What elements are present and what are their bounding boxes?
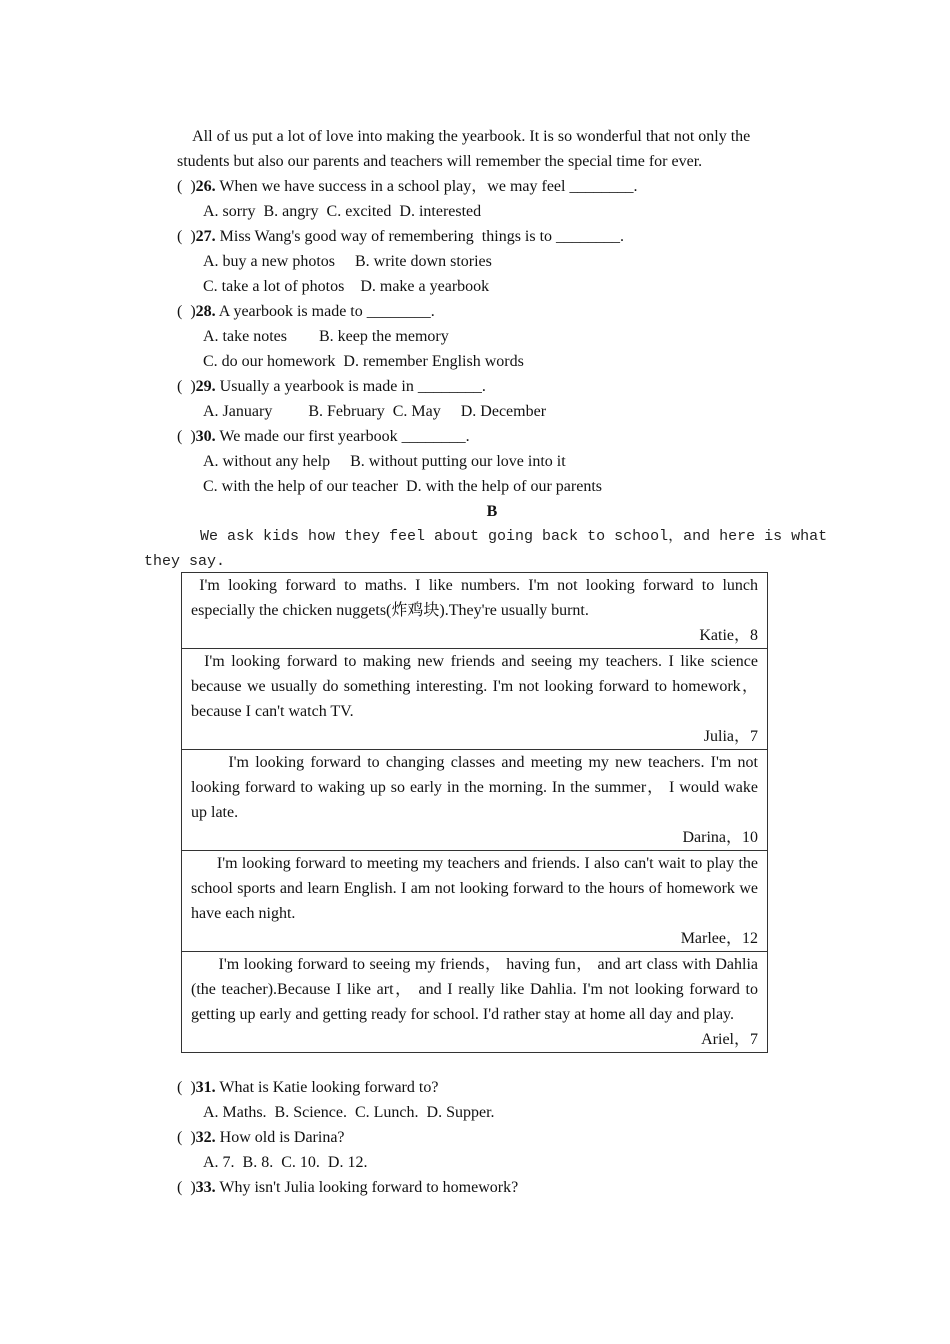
table-row <box>182 851 767 952</box>
question-text: Usually a yearbook is made in ________. <box>215 378 486 395</box>
kids-table <box>181 572 768 1053</box>
question-number: 26. <box>195 178 216 195</box>
question-number: 29. <box>195 378 216 395</box>
question-options: A. sorry B. angry C. excited D. interested <box>203 203 482 220</box>
question-options: A. without any help B. without putting our love into it <box>203 453 566 470</box>
table-row <box>182 649 767 750</box>
question-options: C. do our homework D. remember English words <box>203 353 524 370</box>
answer-paren[interactable]: ( ) <box>177 228 196 245</box>
question-27 <box>177 224 624 249</box>
answer-paren[interactable]: ( ) <box>177 378 196 395</box>
kid-statement: I'm looking forward to maths. I like numbers. I'm not looking forward to lunch especially the chicken nuggets(炸鸡块).They're usually burnt. <box>191 577 758 619</box>
question-options: A. January B. February C. May D. December <box>203 403 547 420</box>
question-text: We made our first yearbook ________. <box>215 428 470 445</box>
question-number: 27. <box>195 228 216 245</box>
question-text: Why isn't Julia looking forward to homework? <box>215 1179 519 1196</box>
section-b-title: B <box>486 503 498 520</box>
question-options: A. take notes B. keep the memory <box>203 328 449 345</box>
answer-paren[interactable]: ( ) <box>177 1079 196 1096</box>
question-number: 32. <box>195 1129 216 1146</box>
question-options: C. take a lot of photos D. make a yearbook <box>203 278 490 295</box>
passage-line: All of us put a lot of love into making the yearbook. It is so wonderful that not only the <box>177 128 751 145</box>
kid-statement: I'm looking forward to meeting my teachers and friends. I also can't wait to play the school sports and learn English. I am not looking forward to the hours of homework we have each night. <box>191 855 758 922</box>
question-text: How old is Darina? <box>215 1129 345 1146</box>
question-options: C. with the help of our teacher D. with the help of our parents <box>203 478 602 495</box>
question-number: 28. <box>195 303 216 320</box>
kid-statement: I'm looking forward to changing classes and meeting my new teachers. I'm not looking forward to waking up so early in the morning. In the summer， I would wake up late. <box>191 754 758 821</box>
answer-paren[interactable]: ( ) <box>177 178 196 195</box>
question-29 <box>177 374 486 399</box>
table-row <box>182 952 767 1052</box>
question-number: 33. <box>195 1179 216 1196</box>
table-row <box>182 573 767 649</box>
answer-paren[interactable]: ( ) <box>177 1179 196 1196</box>
kid-signature: Katie，8 <box>699 627 758 644</box>
question-text: Miss Wang's good way of remembering things is to ________. <box>215 228 625 245</box>
answer-paren[interactable]: ( ) <box>177 1129 196 1146</box>
question-number: 30. <box>195 428 216 445</box>
question-31 <box>177 1075 438 1100</box>
table-row <box>182 750 767 851</box>
question-28 <box>177 299 435 324</box>
kid-signature: Ariel，7 <box>701 1031 758 1048</box>
question-text: What is Katie looking forward to? <box>215 1079 439 1096</box>
answer-paren[interactable]: ( ) <box>177 428 196 445</box>
question-number: 31. <box>195 1079 216 1096</box>
question-options: A. buy a new photos B. write down stories <box>203 253 492 270</box>
question-30 <box>177 424 470 449</box>
kid-statement: I'm looking forward to seeing my friends， having fun， and art class with Dahlia (the teacher).Because I like art， and I really like Dahlia. I'm not looking forward to getting up early and getting ready for school. I'd rather stay at home all day and play. <box>191 956 758 1023</box>
question-26 <box>177 174 637 199</box>
question-options: A. Maths. B. Science. C. Lunch. D. Supper. <box>203 1104 495 1121</box>
section-b-intro: We ask kids how they feel about going back to school，and here is what <box>200 528 828 545</box>
section-b-intro: they say. <box>144 553 226 570</box>
question-text: When we have success in a school play，we may feel ________. <box>215 178 638 195</box>
kid-signature: Marlee，12 <box>680 930 758 947</box>
kid-signature: Darina，10 <box>682 829 758 846</box>
question-text: A yearbook is made to ________. <box>215 303 435 320</box>
question-options: A. 7. B. 8. C. 10. D. 12. <box>203 1154 368 1171</box>
kid-signature: Julia，7 <box>703 728 758 745</box>
question-32 <box>177 1125 345 1150</box>
answer-paren[interactable]: ( ) <box>177 303 196 320</box>
question-33 <box>177 1175 518 1200</box>
kid-statement: I'm looking forward to making new friends and seeing my teachers. I like science because we usually do something interesting. I'm not looking forward to homework，because I can't watch TV. <box>191 653 759 720</box>
passage-line: students but also our parents and teachers will remember the special time for ever. <box>177 153 703 170</box>
